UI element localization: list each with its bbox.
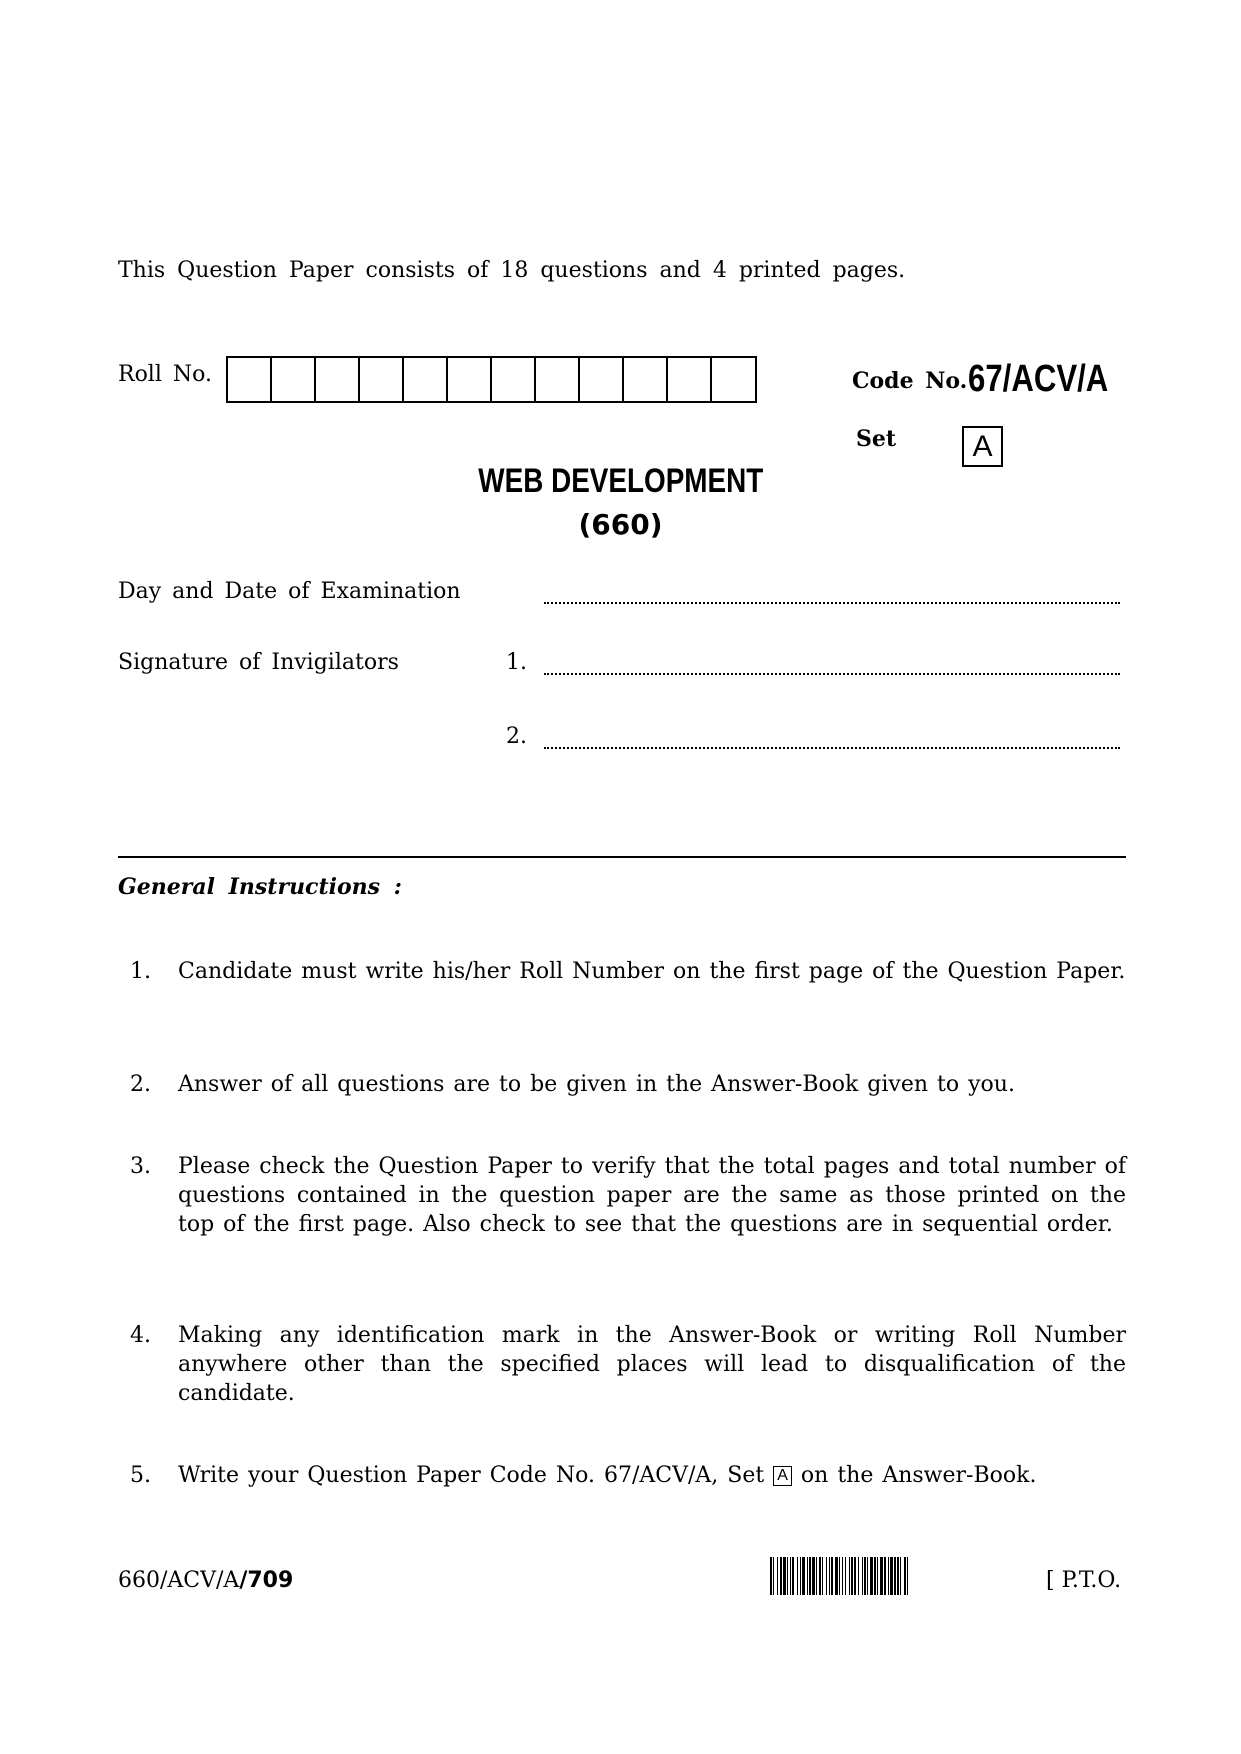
pto-marker: [ P.T.O. [1046,1568,1122,1593]
roll-number-box[interactable] [272,358,316,401]
subject-title: WEB DEVELOPMENT [477,462,763,500]
instruction-item [130,957,1126,986]
instruction-number: 5. [130,1463,151,1488]
section-divider [118,856,1126,858]
signature-2-field[interactable] [544,747,1120,749]
roll-number-box[interactable] [448,358,492,401]
set-box: A [962,426,1003,467]
roll-number-label: Roll No. [118,362,212,387]
subject-code-row [0,508,1241,541]
roll-number-box[interactable] [228,358,272,401]
roll-number-box[interactable] [668,358,712,401]
instruction-number: 1. [130,959,151,984]
paper-info-text: This Question Paper consists of 18 questions and 4 printed pages. [118,258,906,283]
instruction-text-after: on the Answer-Book. [800,1463,1037,1488]
instructions-heading: General Instructions : [118,874,402,900]
code-number-label: Code No. [852,368,968,394]
instruction-item [130,1461,1126,1490]
roll-number-box[interactable] [316,358,360,401]
instruction-item [130,1152,1126,1239]
exam-date-field[interactable] [544,602,1120,604]
instruction-text: Please check the Question Paper to verify that the total pages and total number of questions contained in the question paper are the same as those printed on the top of the first page. Also check to see that the questions are in sequential order. [178,1154,1126,1237]
instruction-text: Candidate must write his/her Roll Number on the first page of the Question Paper. [178,959,1126,984]
instruction-number: 3. [130,1154,151,1179]
set-label: Set [856,426,897,452]
signature-1-field[interactable] [544,673,1120,675]
instruction-number: 2. [130,1072,151,1097]
roll-number-box[interactable] [404,358,448,401]
instruction-text: Making any identification mark in the Answer-Book or writing Roll Number anywhere other than the specified places will lead to disqualification of the candidate. [178,1323,1126,1406]
footer-code-prefix: 660/ACV/A [118,1568,240,1593]
roll-number-box[interactable] [580,358,624,401]
invigilator-signature-label: Signature of Invigilators [118,650,399,675]
set-inline-box: A [773,1466,792,1486]
roll-number-box[interactable] [536,358,580,401]
roll-number-boxes[interactable] [226,356,757,403]
instruction-number: 4. [130,1323,151,1348]
instruction-text [178,1461,1126,1490]
subject-code: (660) [578,508,663,541]
barcode-icon [770,1557,910,1595]
instruction-item [130,1321,1126,1408]
code-number-value: 67/ACV/A [968,358,1109,400]
instruction-text-before: Write your Question Paper Code No. 67/ACV/A, Set [178,1463,765,1488]
footer-code-suffix: /709 [239,1568,294,1593]
signature-1-number: 1. [506,650,527,675]
footer-paper-code [118,1568,293,1593]
roll-number-box[interactable] [360,358,404,401]
roll-number-box[interactable] [624,358,668,401]
roll-number-box[interactable] [712,358,755,401]
subject-title-row [0,462,1241,501]
roll-number-box[interactable] [492,358,536,401]
barcode-bar [908,1557,910,1595]
signature-2-number: 2. [506,724,527,749]
instruction-text: Answer of all questions are to be given in the Answer-Book given to you. [178,1072,1015,1097]
exam-date-label: Day and Date of Examination [118,579,461,604]
instruction-item [130,1070,1126,1099]
